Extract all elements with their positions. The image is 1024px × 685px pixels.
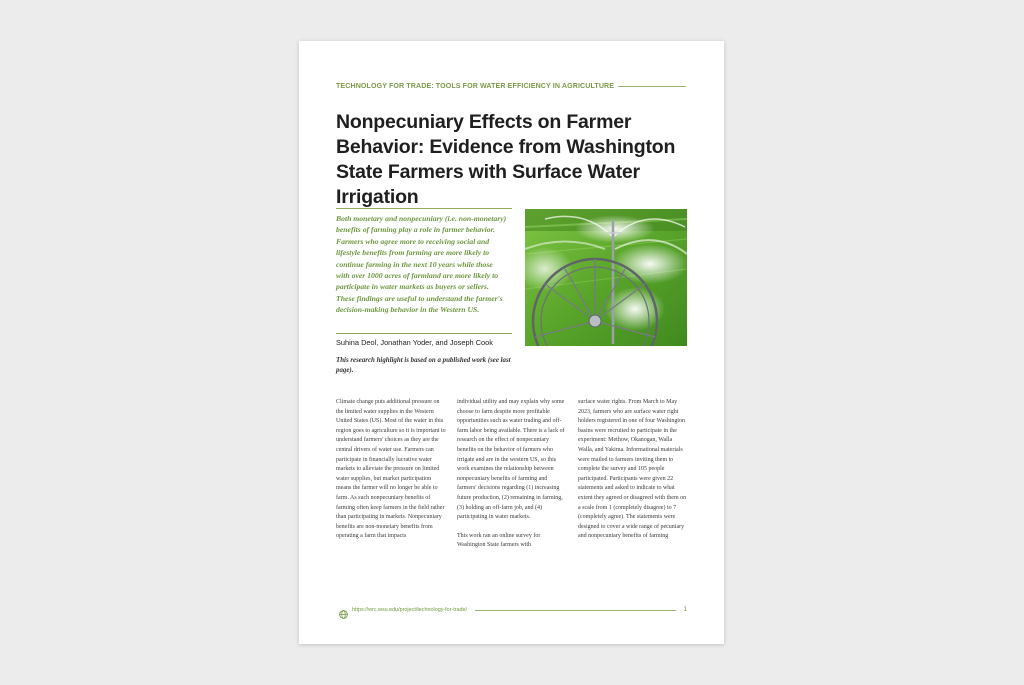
body-column-1 <box>336 398 446 542</box>
document-title: Nonpecuniary Effects on Farmer Behavior: Evidence from Washington State Farmers with Surface Water Irrigation <box>336 111 676 208</box>
publication-note: This research highlight is based on a published work (see last page). <box>336 357 511 374</box>
author-list: Suhina Deol, Jonathan Yoder, and Joseph Cook <box>336 338 493 347</box>
series-rule <box>618 86 686 87</box>
page-number: 1 <box>683 607 687 613</box>
series-label: TECHNOLOGY FOR TRADE: TOOLS FOR WATER EFFICIENCY IN AGRICULTURE <box>336 82 615 90</box>
body-paragraph: Climate change puts additional pressure on the limited water supplies in the Western United States (US). Most of the water in this region goes to agriculture so it is important to understand farmers' choices as they are the central drivers of water use. Farmers can participate in financially lucrative water markets to alleviate the pressure on limited water supplies, but market participation means the farmer will no longer be able to farm. As such nonpecuniary benefits of farming often keep farmers in the field rather than participating in markets. Nonpecuniary benefits are non-monetary benefits from operating a farm that impacts <box>336 399 446 540</box>
abstract-top-rule <box>336 208 512 209</box>
document-page <box>299 41 724 644</box>
body-paragraph: individual utility and may explain why some choose to farm despite more profitable opportunities such as water trading and off-farm labor being available. There is a lack of research on the effect of nonpecuniary benefits on the behavior of farmers who irrigate and are in the western US, so this work examines the relationship between nonpecuniary benefits of farming and farmers' decisions regarding (1) increasing future production, (2) remaining in farming, (3) holding an off-farm job, and (4) participating in water markets. <box>457 399 565 521</box>
abstract-bottom-rule <box>336 333 512 334</box>
page-footer <box>339 604 687 616</box>
footer-rule <box>475 610 676 611</box>
abstract-text: Both monetary and nonpecuniary (i.e. non-monetary) benefits of farming play a role in farmer behavior. Farmers who agree more to receiving social and lifestyle benefits from farming are more likely to continue farming in the next 10 years while those with over 1000 acres of farmland are more likely to participate in water markets as buyers or sellers. These findings are useful to understand the farmer's decision-making behavior in the Western US. <box>336 214 507 315</box>
irrigation-sprinkler-photo <box>525 209 687 346</box>
footer-url-link[interactable]: https://wrc.wsu.edu/project/technology-for-trade/ <box>352 607 468 613</box>
body-column-2 <box>457 398 567 551</box>
body-paragraph: This work ran an online survey for Washington State farmers with <box>457 532 541 549</box>
series-header <box>336 82 686 90</box>
body-paragraph: surface water rights. From March to May 2023, farmers who are surface water right holders registered in one of four Washington basins were recruited to participate in the experiment: Methow, Okanogan, Walla Walla, and Yakima. Informational materials were mailed to farmers inviting them to complete the survey and 105 people participated. Participants were given 22 statements and asked to indicate to what extent they agreed or disagreed with them on a scale from 1 (completely disagree) to 7 (completely agree). The statements were designed to cover a wide range of pecuniary and nonpecuniary benefits of farming <box>578 399 687 540</box>
globe-icon <box>339 606 348 615</box>
body-column-3 <box>578 398 688 542</box>
